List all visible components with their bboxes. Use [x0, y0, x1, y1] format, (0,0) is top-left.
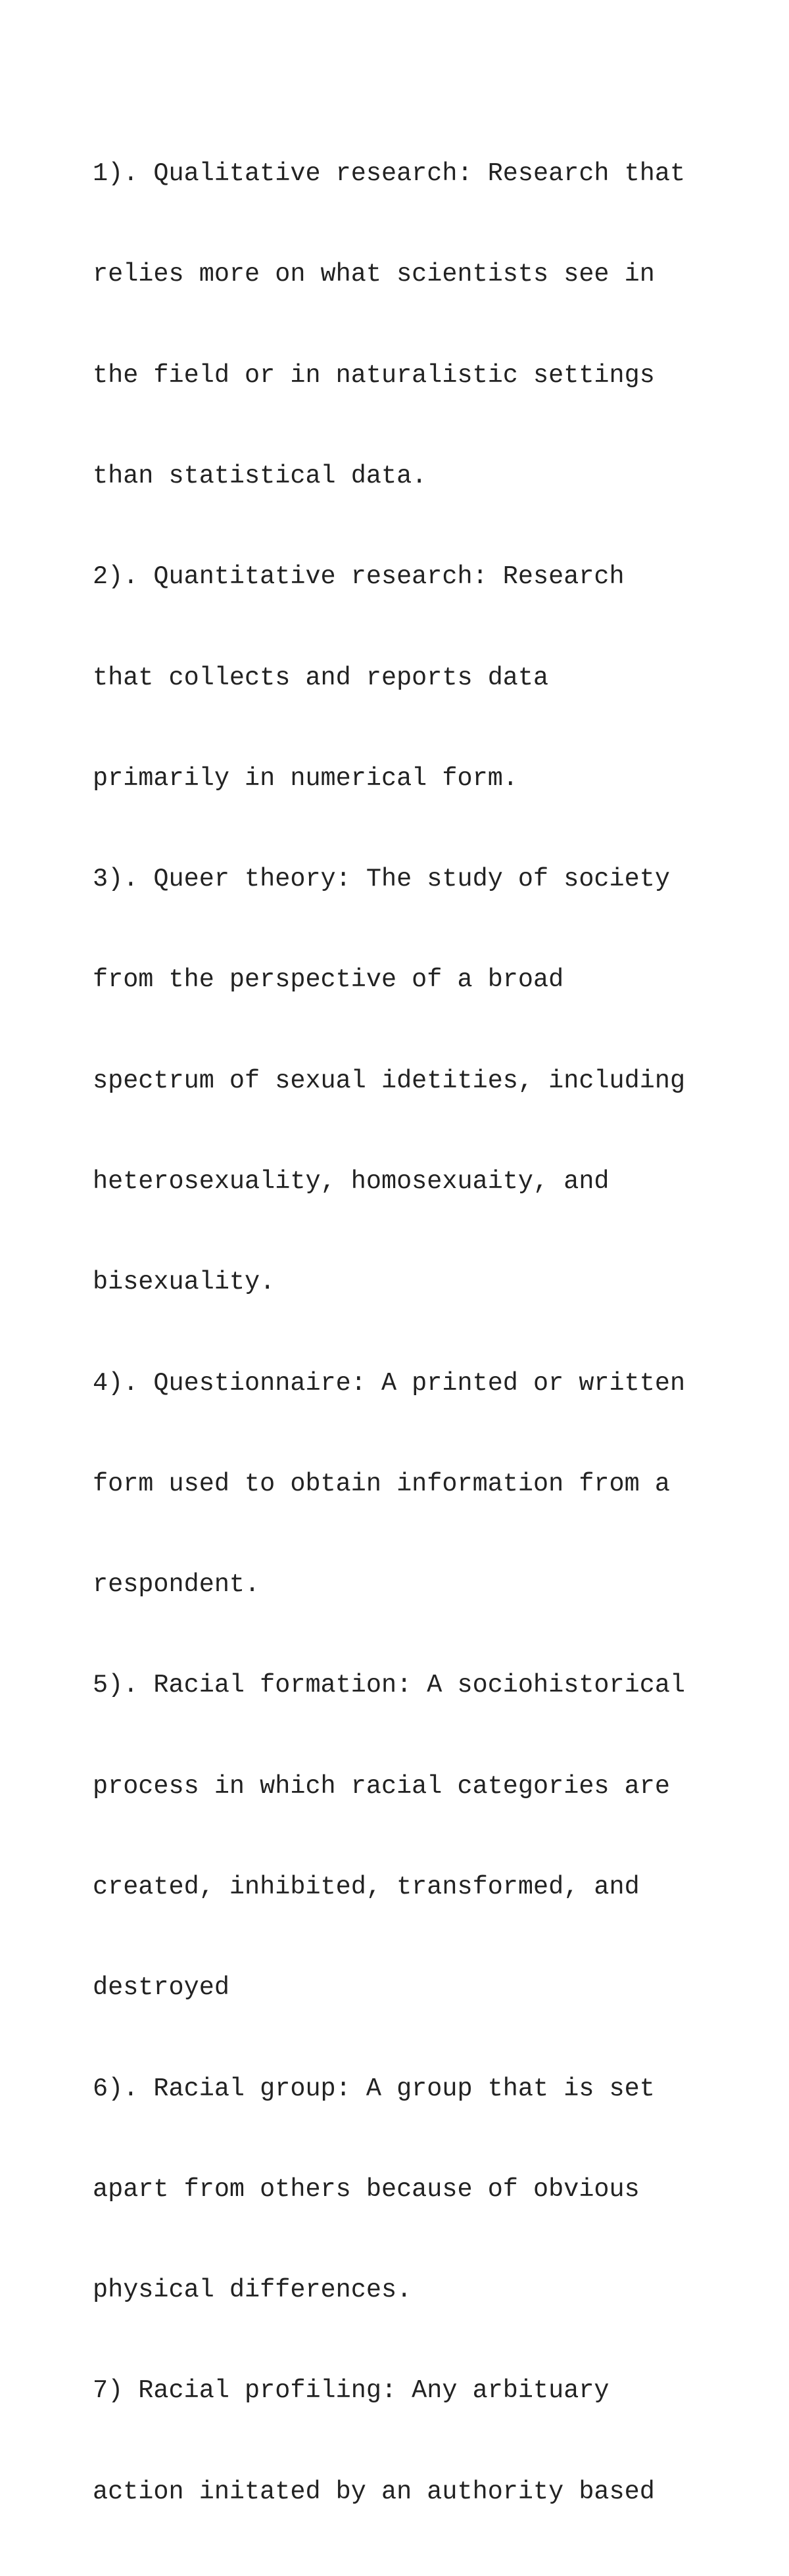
text-line: primarily in numerical form.: [93, 763, 518, 793]
text-line: heterosexuality, homosexuaity, and: [93, 1167, 610, 1196]
text-line: bisexuality.: [93, 1268, 275, 1297]
text-line: created, inhibited, transformed, and: [93, 1872, 640, 1901]
text-line: than statistical data.: [93, 462, 427, 491]
text-line: destroyed: [93, 1973, 229, 2003]
text-line: relies more on what scientists see in: [93, 260, 655, 289]
text-line: the field or in naturalistic settings: [93, 360, 655, 390]
text-line: process in which racial categories are: [93, 1771, 670, 1801]
text-line: 4). Questionnaire: A printed or written: [93, 1368, 686, 1398]
text-line: physical differences.: [93, 2276, 412, 2305]
text-line: from the perspective of a broad: [93, 965, 564, 995]
text-line: apart from others because of obvious: [93, 2174, 640, 2204]
text-line: action initated by an authority based: [93, 2477, 655, 2506]
text-line: 7) Racial profiling: Any arbituary: [93, 2376, 610, 2406]
text-line: respondent.: [93, 1570, 260, 1600]
text-line: 6). Racial group: A group that is set: [93, 2074, 655, 2103]
text-line: 5). Racial formation: A sociohistorical: [93, 1671, 686, 1700]
definitions-text: [93, 90, 724, 2576]
text-line: that collects and reports data: [93, 663, 549, 692]
text-line: spectrum of sexual idetities, including: [93, 1066, 686, 1095]
text-line: 2). Quantitative research: Research: [93, 562, 625, 592]
text-line: 3). Queer theory: The study of society: [93, 865, 670, 894]
text-line: 1). Qualitative research: Research that: [93, 159, 686, 189]
text-line: form used to obtain information from a: [93, 1469, 670, 1498]
